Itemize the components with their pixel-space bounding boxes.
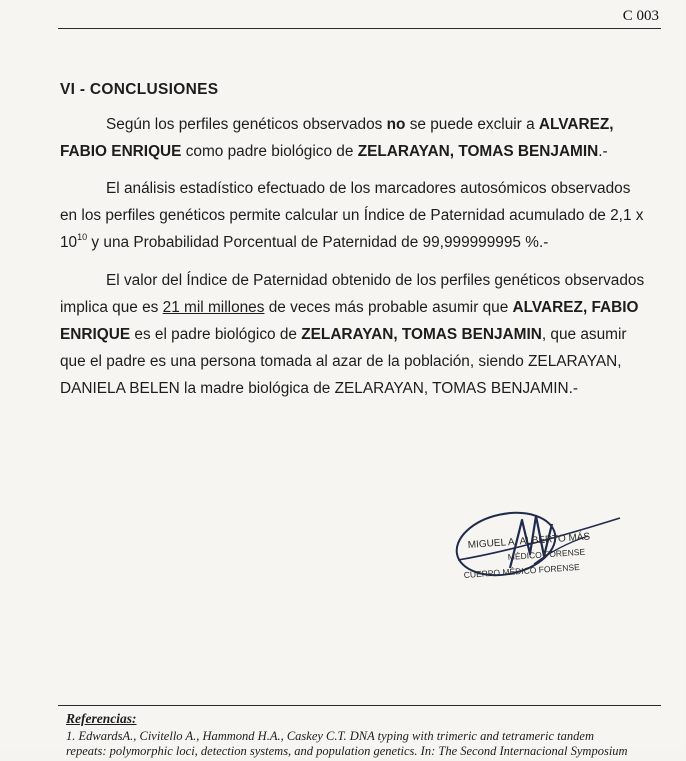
paragraph-conclusion	[60, 111, 660, 165]
emphasis-text: no	[386, 116, 406, 133]
text-run: como padre biológico de	[181, 143, 358, 160]
paragraph-statistics	[60, 175, 660, 256]
text-run: es el padre biológico de	[130, 326, 302, 343]
child-name: ZELARAYAN, TOMAS BENJAMIN	[301, 326, 542, 343]
footer-rule	[58, 705, 661, 706]
paragraph-line	[60, 111, 660, 138]
signature-stamp	[448, 506, 628, 606]
paragraph-line: en los perfiles genéticos permite calcular un Índice de Paternidad acumulado de 2,1 x	[60, 207, 644, 224]
reference-line: 1. EdwardsA., Civitello A., Hammond H.A., Caskey C.T. DNA typing with trimeric and tetrameric tandem	[66, 729, 594, 743]
paragraph-line	[60, 229, 660, 256]
text-run: de veces más probable asumir que	[264, 299, 513, 316]
alleged-father-name: ALVAREZ, FABIO	[512, 299, 639, 316]
document-id: C 003	[622, 8, 659, 24]
alleged-father-name: ALVAREZ,	[538, 116, 614, 133]
text-run: Según los perfiles genéticos observados	[106, 116, 387, 133]
references-title: Referencias:	[66, 711, 137, 726]
paragraph-line	[60, 321, 660, 348]
paragraph-line: El análisis estadístico efectuado de los marcadores autosómicos observados	[106, 180, 631, 197]
underlined-value: 21 mil millones	[162, 299, 265, 316]
stamp-institution: CUERPO MÉDICO FORENSE	[463, 561, 581, 580]
paragraph-line: DANIELA BELEN la madre biológica de ZELARAYAN, TOMAS BENJAMIN.-	[60, 380, 579, 397]
paragraph-line: que el padre es una persona tomada al azar de la población, siendo ZELARAYAN,	[60, 353, 622, 370]
header-rule	[58, 28, 661, 29]
paragraph-paternity-index	[60, 267, 660, 402]
alleged-father-name: FABIO ENRIQUE	[60, 143, 182, 160]
paragraph-line	[60, 138, 660, 165]
section-title: VI - CONCLUSIONES	[60, 81, 219, 98]
text-run: se puede excluir a	[405, 116, 539, 133]
text-run: .-	[598, 143, 608, 160]
child-name: ZELARAYAN, TOMAS BENJAMIN	[357, 143, 599, 160]
alleged-father-name: ENRIQUE	[60, 326, 131, 343]
stamp-role: MÉDICO FORENSE	[507, 546, 586, 562]
paragraph-line: El valor del Índice de Paternidad obtenido de los perfiles genéticos observados	[106, 272, 645, 289]
paragraph-line	[60, 294, 660, 321]
reference-line: repeats: polymorphic loci, detection systems, and population genetics. In: The Second Internacional Symposium	[66, 744, 628, 758]
exponent: 10	[77, 231, 88, 242]
text-run: y una Probabilidad Porcentual de Paternidad de 99,999999995 %.-	[87, 234, 549, 251]
text-run: , que asumir	[541, 326, 627, 343]
exponent-base: 10	[60, 234, 78, 251]
stamp-name: MIGUEL A. ALBERTO MÁS	[467, 531, 591, 551]
text-run: implica que es	[60, 299, 163, 316]
